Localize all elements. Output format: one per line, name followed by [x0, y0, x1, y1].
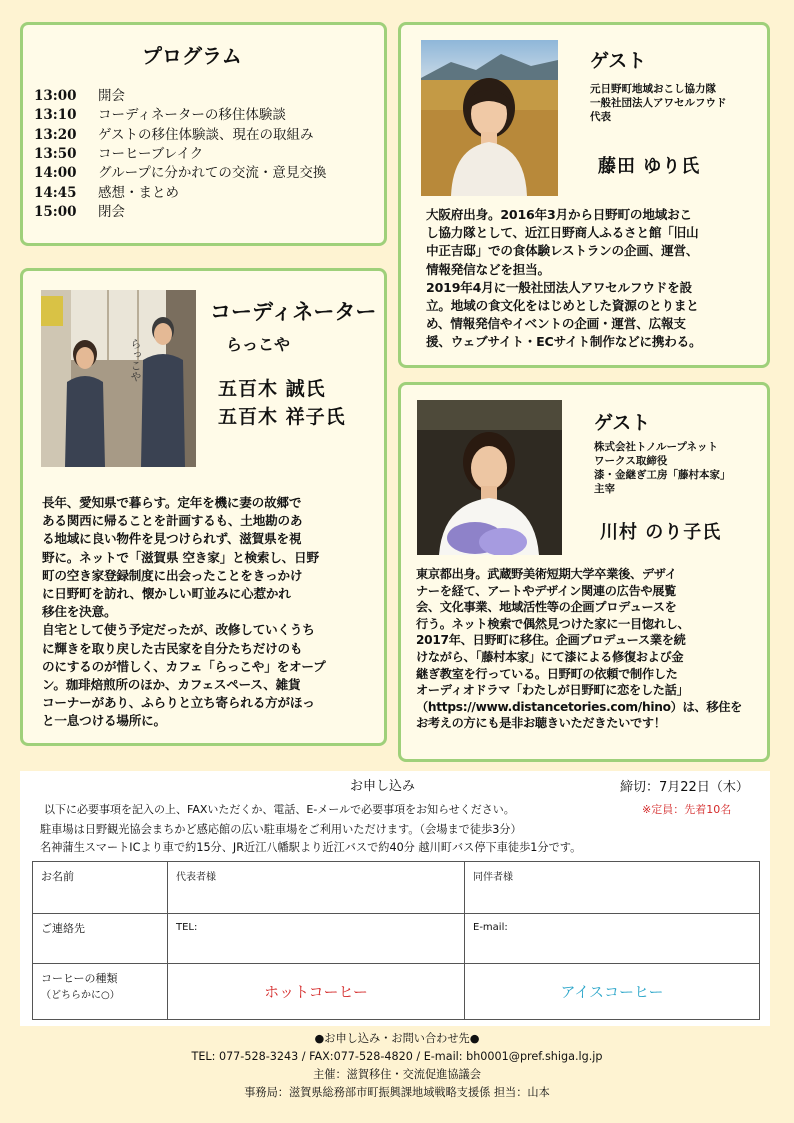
guest1-title: ゲスト	[590, 50, 647, 72]
program-row	[34, 84, 125, 104]
program-time: 15:00	[34, 203, 77, 220]
access-info: 名神蒲生スマートICより車で約15分、JR近江八幡駅より近江バスで約40分 越川町バス停下車徒歩1分です。	[40, 841, 582, 854]
deadline: 締切：7月22日（木）	[620, 780, 749, 795]
coordinator-shop: らっこや	[226, 335, 291, 354]
program-time: 13:20	[34, 126, 77, 143]
guest1-name: 藤田 ゆり氏	[598, 156, 701, 177]
coordinator-name-2: 五百木 祥子氏	[218, 406, 346, 428]
hot-coffee-option[interactable]	[168, 964, 465, 1020]
guest1-photo	[421, 40, 558, 196]
coffee-label-cell	[33, 964, 168, 1020]
footer-contact-title: ●お申し込み・お問い合わせ先●	[314, 1032, 480, 1045]
program-label: 感想・まとめ	[98, 184, 179, 201]
application-title: お申し込み	[350, 779, 416, 794]
hot-coffee-label: ホットコーヒー	[264, 983, 368, 1001]
guest2-affiliation: 株式会社トノループネット ワークス取締役 漆・金継ぎ工房「藤村本家」 主宰	[594, 441, 731, 495]
program-label: 閉会	[98, 203, 125, 220]
guest1-bio: 大阪府出身。2016年3月から日野町の地域おこ し協力隊として、近江日野商人ふるさと館「旧山 中正吉邸」での食体験レストランの企画、運営、 情報発信などを担当。 2019年4月に一般社団法人アワセルフウドを設 立。地域の食文化をはじめとした資源のとりまと め、情報発信やイベントの企画・運営、広報支 援、ウェブサイト・ECサイト制作などに携わる。	[426, 207, 702, 350]
guest2-bio: 東京都出身。武蔵野美術短期大学卒業後、デザイ ナーを経て、アートやデザイン関連の広告や展覧 会、文化事業、地域活性等の企画プロデュースを 行う。ネット検索で偶然見つけた家に一目惚れし、 2017年、日野町に移住。企画プロデュース業を続 けながら、「藤村本家」にて漆による修復および金 継ぎ教室を行っている。日野町の依頼で制作した オーディオドラマ「わたしが日野町に恋をした話」 （https://www.distancetories.com/hino）は、移住を お考えの方にも是非お聴きいただきたいです！	[416, 567, 742, 731]
footer-office: 事務局：滋賀県総務部市町振興課地域戦略支援係 担当：山本	[244, 1086, 550, 1099]
tel-label: TEL:	[176, 922, 198, 933]
program-time: 14:00	[34, 165, 77, 182]
program-time: 13:10	[34, 107, 77, 124]
coffee-sub-label: （どちらかに○）	[41, 990, 120, 1001]
program-row	[34, 161, 326, 181]
program-label: コーヒーブレイク	[98, 145, 204, 162]
coordinator-name-1: 五百木 誠氏	[218, 378, 326, 400]
parking-info: 駐車場は日野観光協会まちかど感応館の広い駐車場をご利用いただけます。（会場まで徒歩3分）	[40, 823, 522, 836]
ice-coffee-option[interactable]	[465, 964, 760, 1020]
program-row	[34, 200, 125, 220]
tel-field[interactable]	[168, 914, 465, 964]
program-row	[34, 103, 286, 123]
application-form	[32, 861, 760, 1020]
program-row	[34, 123, 313, 143]
rep-name-field[interactable]	[168, 862, 465, 914]
guest2-title: ゲスト	[594, 412, 651, 434]
name-label-cell	[33, 862, 168, 914]
application-instructions: 以下に必要事項を記入の上、FAXいただくか、電話、E-メールで必要事項をお知らせください。	[44, 803, 515, 816]
shop-sign-text: らっこや	[129, 338, 142, 382]
program-time: 14:45	[34, 184, 77, 201]
program-label: 開会	[98, 88, 125, 104]
coordinator-bio: 長年、愛知県で暮らす。定年を機に妻の故郷で ある関西に帰ることを計画するも、土地勘のあ る地域に良い物件を見つけられず、滋賀県を視 野に。ネットで「滋賀県 空き家」と検索し、日野 町の空き家登録制度に出会ったことをきっかけ に日野町を訪れ、懐かしい町並みに心惹かれ 移住を決意。 自宅として使う予定だったが、改修していくうち に輝きを取り戻した古民家を自分たちだけのも のにするのが惜しく、カフェ「らっこや」をオープ ン。珈琲焙煎所のほか、カフェスペース、雑貨 コーナーがあり、ふらりと立ち寄られる方がほっ と一息つける場所に。	[42, 495, 326, 729]
ice-coffee-label: アイスコーヒー	[560, 983, 664, 1001]
program-label: コーディネーターの移住体験談	[98, 107, 286, 124]
capacity-note: ※定員：先着10名	[642, 803, 732, 816]
program-row	[34, 142, 203, 162]
rep-label: 代表者様	[176, 872, 216, 883]
program-time: 13:00	[34, 88, 77, 104]
coordinator-photo	[41, 290, 196, 467]
guest1-affiliation: 元日野町地域おこし協力隊 一般社団法人アワセルフウド 代表	[590, 83, 727, 123]
program-label: ゲストの移住体験談、現在の取組み	[98, 126, 314, 143]
coffee-label: コーヒーの種類	[41, 972, 118, 985]
coordinator-title: コーディネーター	[210, 300, 377, 324]
program-title: プログラム	[142, 44, 242, 68]
email-label: E-mail:	[473, 922, 508, 933]
guest2-photo	[417, 400, 562, 555]
companion-label: 同伴者様	[473, 872, 513, 883]
companion-name-field[interactable]	[465, 862, 760, 914]
contact-label-cell	[33, 914, 168, 964]
email-field[interactable]	[465, 914, 760, 964]
program-label: グループに分かれての交流・意見交換	[98, 165, 327, 182]
footer-host: 主催：滋賀移住・交流促進協議会	[313, 1068, 481, 1081]
guest2-name: 川村 のり子氏	[600, 522, 722, 543]
program-time: 13:50	[34, 145, 77, 162]
program-row	[34, 181, 179, 201]
contact-label: ご連絡先	[41, 922, 85, 935]
footer-contact-details: TEL: 077-528-3243 / FAX:077-528-4820 / E-mail: bh0001@pref.shiga.lg.jp	[191, 1050, 603, 1063]
name-label: お名前	[41, 870, 74, 883]
